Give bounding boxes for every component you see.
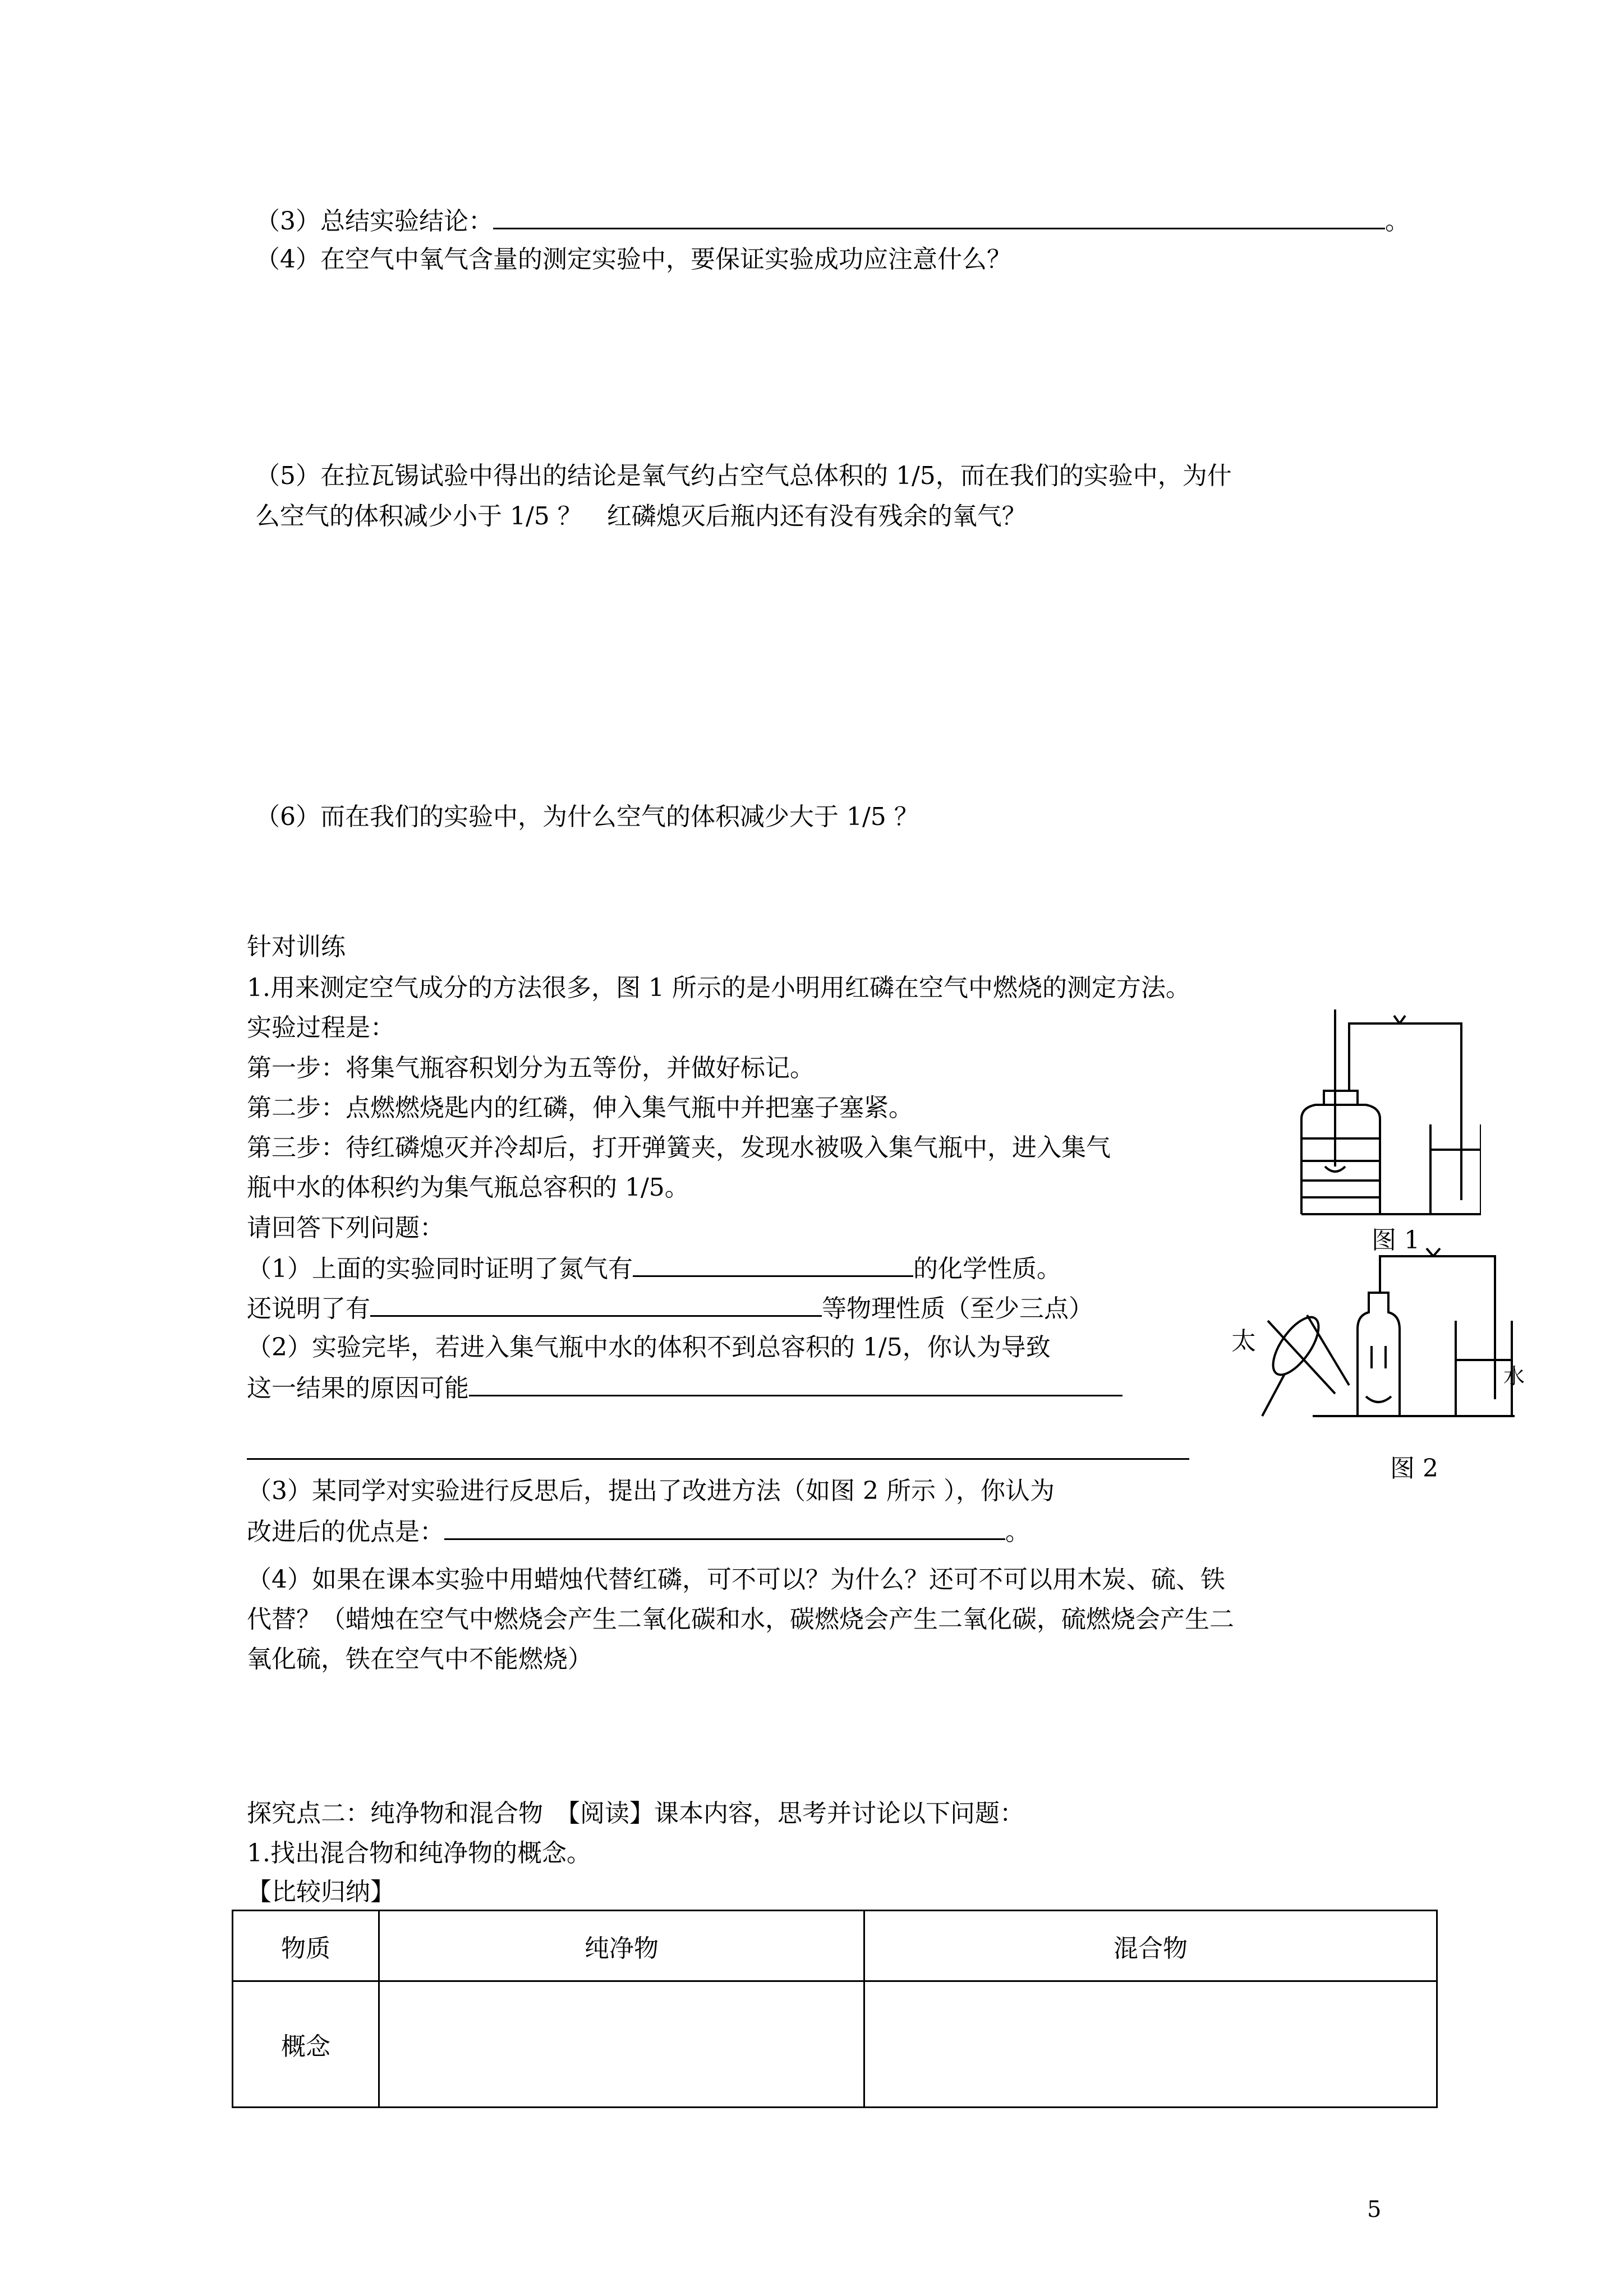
s1b-blank[interactable] xyxy=(370,1292,822,1317)
training-step3b: 瓶中水的体积约为集气瓶总容积的 1/5。 xyxy=(247,1173,689,1202)
explore-q1: 1.找出混合物和纯净物的概念。 xyxy=(247,1839,591,1868)
s1a-line xyxy=(247,1252,1061,1285)
training-process: 实验过程是： xyxy=(247,1013,395,1042)
s1b-post: 等物理性质（至少三点） xyxy=(822,1294,1093,1323)
s1b-line xyxy=(247,1292,1093,1325)
figure-1-caption: 图 1 xyxy=(1372,1226,1420,1255)
s4a-line: （4）如果在课本实验中用蜡烛代替红磷，可不可以？为什么？还可不可以用木炭、硫、铁 xyxy=(247,1565,1225,1594)
table-header-row xyxy=(233,1911,1437,1981)
table-cell-pure[interactable] xyxy=(379,1981,864,2108)
training-step1: 第一步：将集气瓶容积划分为五等份，并做好标记。 xyxy=(247,1054,815,1082)
figure-2-apparatus xyxy=(1251,1248,1520,1444)
q3-answer-blank[interactable] xyxy=(493,204,1385,229)
q5-line2: 么空气的体积减少小于 1/5 ？ 红磷熄灭后瓶内还有没有残余的氧气？ xyxy=(255,502,1027,531)
table-cell-mixture[interactable] xyxy=(864,1981,1437,2108)
s1a-blank[interactable] xyxy=(633,1252,913,1277)
table-header-cell: 物质 xyxy=(233,1911,379,1981)
s2b-blank[interactable] xyxy=(469,1371,1122,1396)
s4b-line: 代替？（蜡烛在空气中燃烧会产生二氧化碳和水，碳燃烧会产生二氧化碳，硫燃烧会产生二 xyxy=(247,1605,1234,1634)
table-row-label: 概念 xyxy=(233,1981,379,2108)
s3a-line: （3）某同学对实验进行反思后，提出了改进方法（如图 2 所示 ），你认为 xyxy=(247,1477,1055,1505)
q3-end: 。 xyxy=(1385,207,1410,236)
explore-title: 探究点二：纯净物和混合物 【阅读】课本内容，思考并讨论以下问题： xyxy=(247,1799,1024,1828)
training-title: 针对训练 xyxy=(247,933,346,961)
s1b-pre: 还说明了有 xyxy=(247,1294,370,1323)
s3b-post: 。 xyxy=(1005,1518,1030,1546)
q6-text: （6）而在我们的实验中，为什么空气的体积减少大于 1/5 ？ xyxy=(255,803,919,831)
explore-compare: 【比较归纳】 xyxy=(247,1878,395,1906)
s3b-blank[interactable] xyxy=(444,1515,1005,1540)
s1a-post: 的化学性质。 xyxy=(913,1255,1061,1283)
q5-line1: （5）在拉瓦锡试验中得出的结论是氧气约占空气总体积的 1/5，而在我们的实验中，为什 xyxy=(255,462,1232,490)
q3-line xyxy=(255,204,1410,238)
s3b-line xyxy=(247,1515,1030,1548)
table-header-cell: 混合物 xyxy=(864,1911,1437,1981)
s2b-text: 这一结果的原因可能 xyxy=(247,1374,469,1403)
s1a-pre: （1）上面的实验同时证明了氮气有 xyxy=(247,1255,633,1283)
figure-2-label-left: 太 xyxy=(1231,1327,1256,1356)
s2a-line: （2）实验完毕，若进入集气瓶中水的体积不到总容积的 1/5，你认为导致 xyxy=(247,1333,1051,1362)
table-row xyxy=(233,1981,1437,2108)
s2-extra-blank[interactable] xyxy=(247,1458,1189,1460)
training-answer: 请回答下列问题： xyxy=(247,1214,444,1242)
figure-2-label-right: 水 xyxy=(1503,1364,1525,1389)
s4c-line: 氧化硫，铁在空气中不能燃烧） xyxy=(247,1645,592,1673)
page-number: 5 xyxy=(1367,2197,1382,2223)
figure-1-apparatus xyxy=(1290,998,1481,1217)
training-p1: 1.用来测定空气成分的方法很多，图 1 所示的是小明用红磷在空气中燃烧的测定方法。 xyxy=(247,974,1190,1002)
s3b-pre: 改进后的优点是： xyxy=(247,1518,444,1546)
q3-label: （3）总结实验结论： xyxy=(255,207,493,236)
table-header-cell: 纯净物 xyxy=(379,1911,864,1981)
training-step2: 第二步：点燃燃烧匙内的红磷，伸入集气瓶中并把塞子塞紧。 xyxy=(247,1094,913,1122)
q4-text: （4）在空气中氧气含量的测定实验中，要保证实验成功应注意什么？ xyxy=(255,245,1011,274)
training-step3a: 第三步：待红磷熄灭并冷却后，打开弹簧夹，发现水被吸入集气瓶中，进入集气 xyxy=(247,1133,1111,1162)
s2b-line xyxy=(247,1371,1122,1405)
comparison-table xyxy=(232,1910,1438,2108)
figure-2-caption: 图 2 xyxy=(1390,1454,1438,1483)
